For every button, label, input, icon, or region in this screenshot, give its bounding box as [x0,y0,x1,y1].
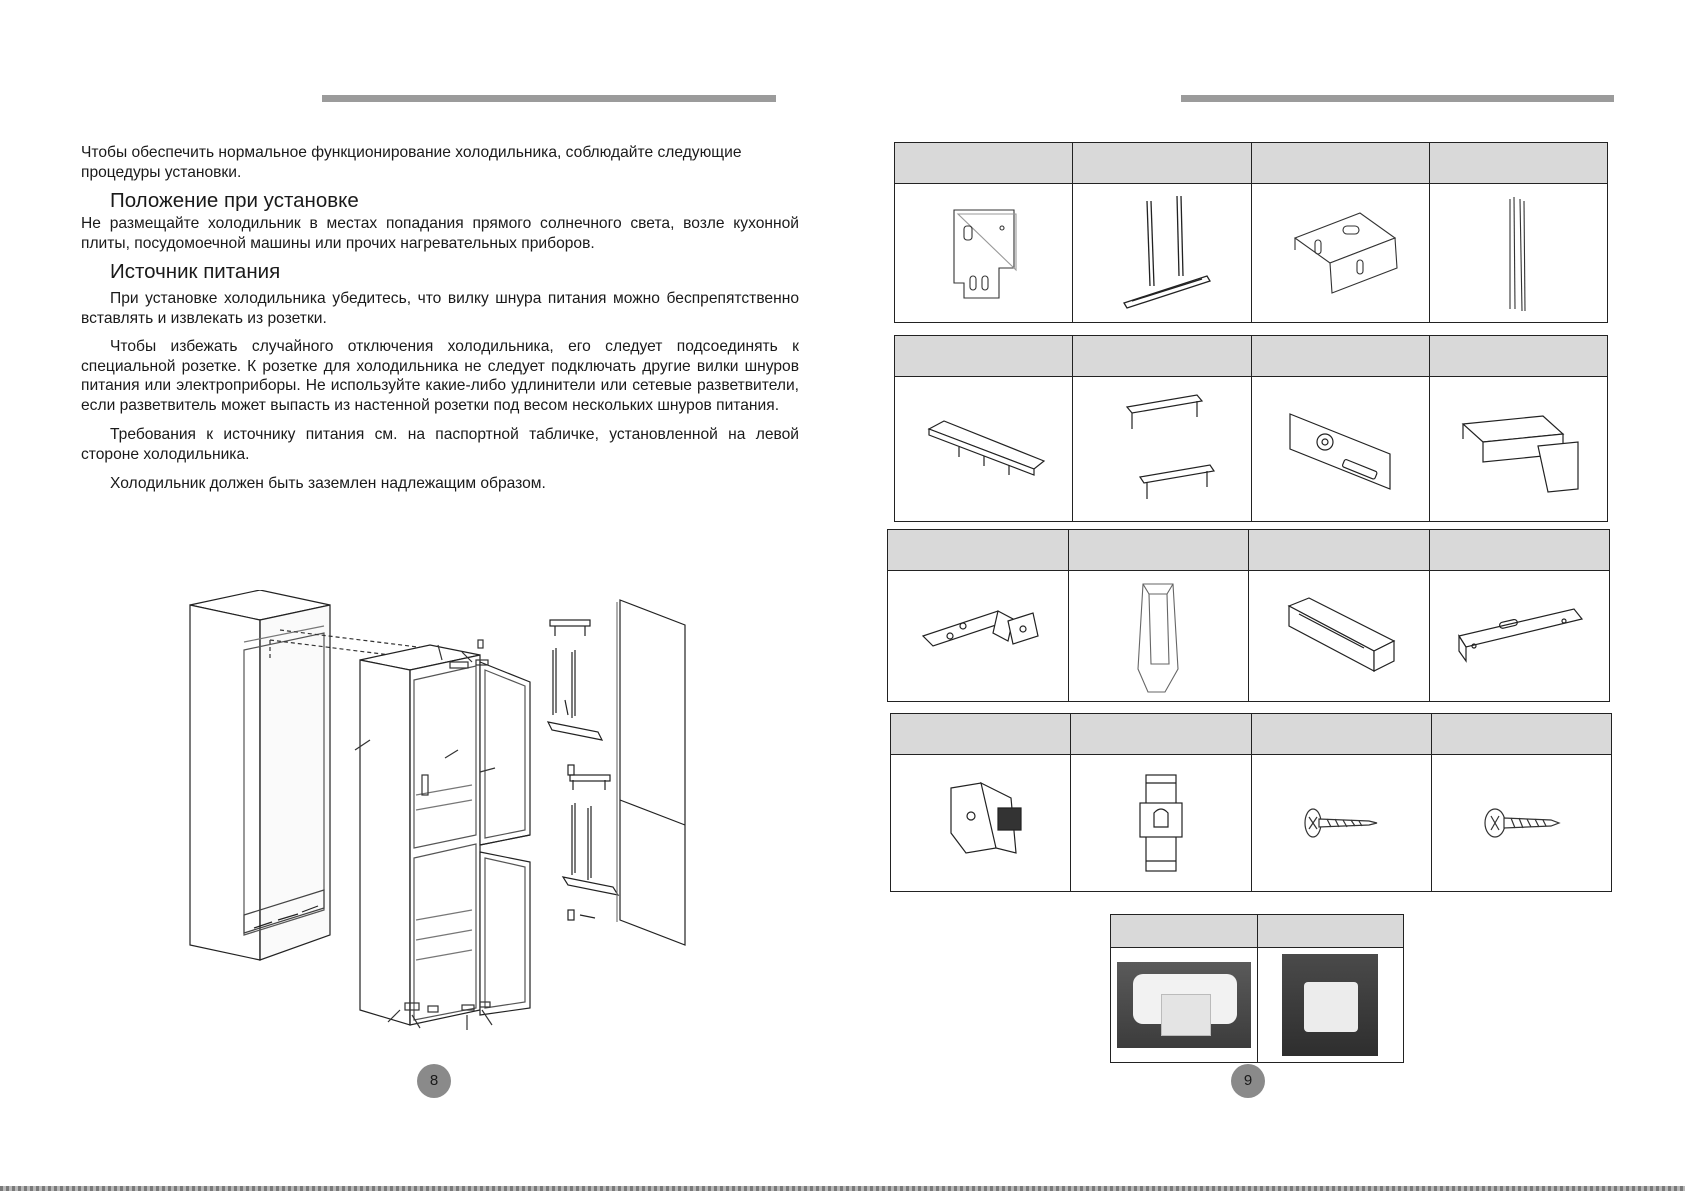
part-cell [1430,377,1607,521]
angle-bracket-icon [1275,198,1405,308]
installation-exploded-diagram [180,590,710,1040]
power-paragraph: Холодильник должен быть заземлен надлежащим образом. [110,475,546,492]
power-paragraph: Чтобы избежать случайного отключения холодильника, его следует подсоединять к специальной розетке. К розетке для холодильника не следует подключать другие вилки шнуров питания или электроприборы. Не используйте какие-либо удлинители или сетевые разветвители, если разветвитель может выпасть из настенной розетки под весом нескольких шнуров питания. [81,338,799,414]
installation-text [81,143,799,494]
parts-table-header-cell [1073,143,1250,183]
clip-holder-icon [1113,574,1203,699]
intro-paragraph: Чтобы обеспечить нормальное функционирование холодильника, соблюдайте следующие процедуры установки. [81,144,742,181]
furniture-door-panel [617,600,685,945]
parts-table-header-cell [1432,714,1611,754]
part-cell [1430,184,1607,322]
left-page [0,0,842,1191]
door-handle-bracket-icon [1102,387,1222,512]
parts-table-header-cell [1111,915,1257,947]
part-cell [891,755,1070,891]
parts-table-header-cell [1430,530,1610,570]
part-cell [1111,948,1257,1062]
parts-table [1110,914,1404,1063]
part-cell [1258,948,1404,1062]
part-cell [1430,571,1610,701]
header-rule [322,95,776,102]
header-rule [1181,95,1614,102]
adjustment-plate-icon [1270,394,1410,504]
heading-power: Источник питания [110,260,281,283]
power-paragraph: При установке холодильника убедитесь, что вилку шнура питания можно беспрепятственно вставлять и извлекать из розетки. [81,290,799,327]
parts-table-header-cell [895,143,1072,183]
parts-table [887,529,1610,702]
parts-table-header-cell [1252,143,1429,183]
mounting-plate-icon [924,198,1044,308]
parts-table-header-cell [1069,530,1249,570]
square-cap-photo [1282,954,1378,1056]
parts-table-header-cell [1430,143,1607,183]
parts-table-header-cell [1430,336,1607,376]
parts-table-header-cell [1071,714,1250,754]
parts-table-header-cell [1252,714,1431,754]
rail-bracket-icon [1102,191,1222,316]
parts-table-header-cell [1258,915,1404,947]
refrigerator-open-doors [480,662,530,1015]
part-cell [1073,377,1250,521]
slotted-bar-icon [1444,591,1594,681]
screw-pan-head-icon [1471,793,1571,853]
parts-table-header-cell [1073,336,1250,376]
cover-cap-photo [1117,962,1251,1048]
page-number-badge: 8 [417,1064,451,1098]
refrigerator-body [360,645,480,1025]
parts-table-header-cell [1252,336,1429,376]
screw-flat-head-icon [1291,793,1391,853]
power-paragraph: Требования к источнику питания см. на паспортной табличке, установленной на левой стороне холодильника. [81,426,799,463]
slide-rail-icon [914,399,1054,499]
position-paragraph: Не размещайте холодильник в местах попадания прямого солнечного света, возле кухонной плиты, посудомоечной машины или прочих нагревательных приборов. [81,215,799,252]
page-bottom-edge [0,1186,1685,1191]
part-cell [1071,755,1250,891]
parts-table [894,142,1608,323]
heading-position: Положение при установке [110,189,359,212]
right-page [842,0,1685,1191]
part-cell [1432,755,1611,891]
part-cell [895,377,1072,521]
parts-table-header-cell [895,336,1072,376]
page-number-badge: 9 [1231,1064,1265,1098]
door-connector-icon [1116,763,1206,883]
part-cell [1252,377,1429,521]
parts-table-header-cell [888,530,1068,570]
hinge-cover-icon [1448,394,1588,504]
part-cell [1252,184,1429,322]
hinge-clip-icon [926,768,1036,878]
parts-table [894,335,1608,522]
parts-table [890,713,1612,892]
part-cell [895,184,1072,322]
slim-rail-icon [1488,191,1548,316]
parts-table-header-cell [891,714,1070,754]
z-bracket-icon [908,591,1048,681]
part-cell [888,571,1068,701]
kitchen-cabinet [190,590,330,960]
part-cell [1069,571,1249,701]
part-cell [1249,571,1429,701]
part-cell [1073,184,1250,322]
frame-bracket-icon [1269,586,1409,686]
parts-table-header-cell [1249,530,1429,570]
part-cell [1252,755,1431,891]
